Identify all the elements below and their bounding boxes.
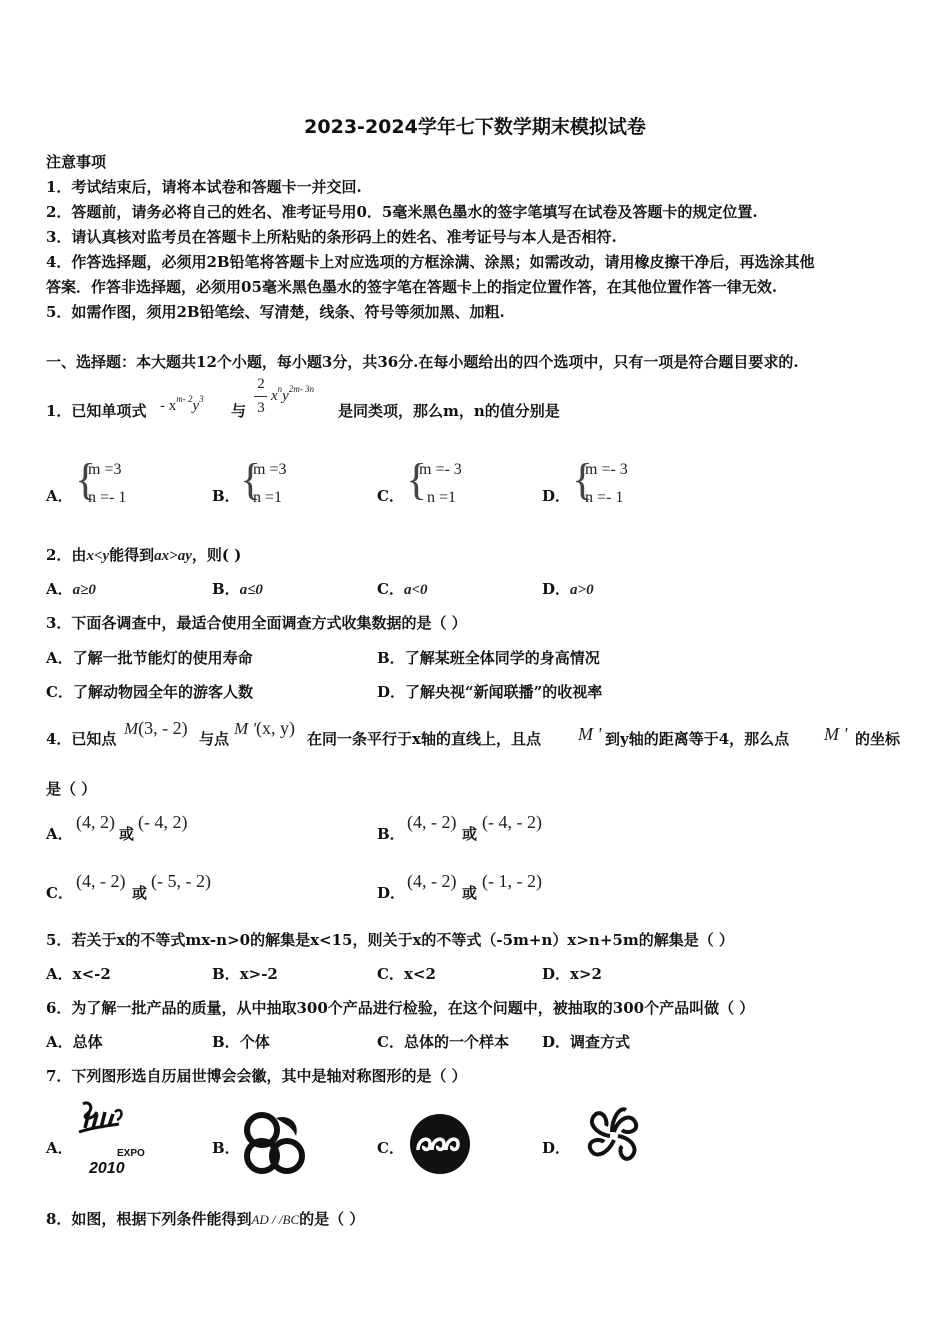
or-word: 或 bbox=[119, 825, 135, 843]
option-label: A． bbox=[46, 825, 73, 843]
q4-text: 到y轴的距离等于4，那么点 bbox=[605, 730, 790, 748]
q5-stem: 5．若关于x的不等式mx-n>0的解集是x<15，则关于x的不等式（-5m+n）x>n+5m的解集是（ ） bbox=[46, 931, 734, 949]
or-word: 或 bbox=[132, 884, 148, 902]
coord: (- 4, 2) bbox=[138, 812, 188, 832]
q4-point-m-prime: M '(x, y) bbox=[234, 718, 296, 738]
q6-stem: 6．为了解一批产品的质量，从中抽取300个产品进行检验，在这个问题中，被抽取的300个产品叫做（ ） bbox=[46, 999, 755, 1017]
q4-point-m: M(3, - 2) bbox=[124, 718, 188, 738]
q6-option: D．调查方式 bbox=[542, 1033, 631, 1051]
q6-option: A．总体 bbox=[46, 1033, 103, 1051]
page-title: 2023-2024学年七下数学期末模拟试卷 bbox=[304, 116, 646, 138]
notes-heading: 注意事项 bbox=[46, 153, 107, 171]
note-item: 1．考试结束后，请将本试卷和答题卡一并交回. bbox=[46, 178, 362, 196]
q2-option: C．a<0 bbox=[377, 580, 428, 598]
expo-2010-logo-icon bbox=[75, 1098, 155, 1178]
brace-icon: { bbox=[240, 455, 262, 504]
option-label: A． bbox=[46, 487, 73, 505]
note-item: 2．答题前，请务必将自己的姓名、准考证号用0．5毫米黑色墨水的签字笔填写在试卷及答题卡的规定位置. bbox=[46, 203, 758, 221]
q4-m-prime: M ' bbox=[578, 724, 602, 744]
q1-mid: 与 bbox=[231, 402, 247, 420]
or-word: 或 bbox=[462, 825, 478, 843]
q4-text: 的坐标 bbox=[855, 730, 901, 748]
note-item: 4．作答选择题，必须用2B铅笔将答题卡上对应选项的方框涂满、涂黑；如需改动，请用橡皮擦干净后，再选涂其他 bbox=[46, 253, 815, 271]
q4-text: 在同一条平行于x轴的直线上，且点 bbox=[307, 730, 541, 748]
q6-option: B．个体 bbox=[212, 1033, 270, 1051]
option-label: B． bbox=[212, 1139, 240, 1157]
brace-icon: { bbox=[572, 455, 594, 504]
coord: (- 4, - 2) bbox=[482, 812, 542, 832]
brace-icon: { bbox=[75, 455, 97, 504]
q3-stem: 3．下面各调查中，最适合使用全面调查方式收集数据的是（ ） bbox=[46, 614, 467, 632]
q2-stem: 2．由x<y能得到ax>ay，则( ) bbox=[46, 546, 242, 564]
q1-expr2: $x^ny^{2m- 3n}$ bbox=[271, 384, 315, 404]
svg-text:2010: 2010 bbox=[89, 1160, 125, 1177]
option-label: A． bbox=[46, 1139, 73, 1157]
q1-frac-bar bbox=[254, 396, 267, 397]
q5-option: A．x<-2 bbox=[46, 965, 111, 983]
q3-option: B．了解某班全体同学的身高情况 bbox=[377, 649, 600, 667]
note-item: 5．如需作图，须用2B铅笔绘、写清楚，线条、符号等须加黑、加粗. bbox=[46, 303, 505, 321]
q4-text: 是（ ） bbox=[46, 780, 97, 798]
flower-logo-icon bbox=[574, 1104, 654, 1168]
q1-frac-num: 2 bbox=[257, 376, 265, 392]
q5-option: C．x<2 bbox=[377, 965, 436, 983]
note-item: 答案．作答非选择题，必须用05毫米黑色墨水的签字笔在答题卡上的指定位置作答，在其他位置作答一律无效. bbox=[46, 278, 778, 296]
q8-stem: 8．如图，根据下列条件能得到AD / /BC的是（ ） bbox=[46, 1210, 365, 1228]
q2-option: A．a≥0 bbox=[46, 580, 96, 598]
svg-text:EXPO: EXPO bbox=[117, 1148, 145, 1159]
coord: (4, - 2) bbox=[407, 871, 457, 891]
system-line: m =3 bbox=[88, 461, 122, 478]
section-heading: 一、选择题：本大题共12个小题，每小题3分，共36分.在每小题给出的四个选项中，只有一项是符合题目要求的. bbox=[46, 353, 799, 371]
system-line: m =3 bbox=[253, 461, 287, 478]
option-label: B． bbox=[212, 487, 240, 505]
coord: (4, - 2) bbox=[407, 812, 457, 832]
q3-option: A．了解一批节能灯的使用寿命 bbox=[46, 649, 253, 667]
coord: (4, 2) bbox=[76, 812, 115, 832]
q5-option: D．x>2 bbox=[542, 965, 602, 983]
coord: (- 5, - 2) bbox=[151, 871, 211, 891]
q1-expr1: - $x^{m- 2}y^3$ bbox=[160, 394, 204, 414]
or-word: 或 bbox=[462, 884, 478, 902]
system-line: n =1 bbox=[427, 489, 457, 506]
q5-option: B．x>-2 bbox=[212, 965, 278, 983]
system-line: m =- 3 bbox=[419, 461, 462, 478]
system-line: m =- 3 bbox=[585, 461, 628, 478]
brace-icon: { bbox=[406, 455, 428, 504]
q3-option: C．了解动物园全年的游客人数 bbox=[46, 683, 253, 701]
waves-circle-logo-icon bbox=[408, 1112, 472, 1176]
q1-frac-den: 3 bbox=[257, 400, 265, 416]
q1-suffix: 是同类项，那么m，n的值分别是 bbox=[338, 402, 560, 420]
coord: (- 1, - 2) bbox=[482, 871, 542, 891]
q4-text: 4．已知点 bbox=[46, 730, 117, 748]
q4-text: 与点 bbox=[199, 730, 230, 748]
q3-option: D．了解央视“新闻联播”的收视率 bbox=[377, 683, 603, 701]
option-label: D． bbox=[377, 884, 406, 902]
rings-logo-icon bbox=[240, 1108, 308, 1176]
system-line: n =- 1 bbox=[88, 489, 127, 506]
q1-prefix: 1．已知单项式 bbox=[46, 402, 147, 420]
option-label: B． bbox=[377, 825, 405, 843]
option-label: C． bbox=[377, 1139, 404, 1157]
option-label: D． bbox=[542, 487, 571, 505]
system-line: n =- 1 bbox=[585, 489, 624, 506]
coord: (4, - 2) bbox=[76, 871, 126, 891]
q2-option: D．a>0 bbox=[542, 580, 594, 598]
option-label: D． bbox=[542, 1139, 571, 1157]
q6-option: C．总体的一个样本 bbox=[377, 1033, 509, 1051]
option-label: C． bbox=[46, 884, 73, 902]
q4-m-prime: M ' bbox=[824, 724, 848, 744]
option-label: C． bbox=[377, 487, 404, 505]
q2-option: B．a≤0 bbox=[212, 580, 263, 598]
q7-stem: 7．下列图形选自历届世博会会徽，其中是轴对称图形的是（ ） bbox=[46, 1067, 467, 1085]
note-item: 3．请认真核对监考员在答题卡上所粘贴的条形码上的姓名、准考证号与本人是否相符. bbox=[46, 228, 617, 246]
system-line: n =1 bbox=[253, 489, 283, 506]
